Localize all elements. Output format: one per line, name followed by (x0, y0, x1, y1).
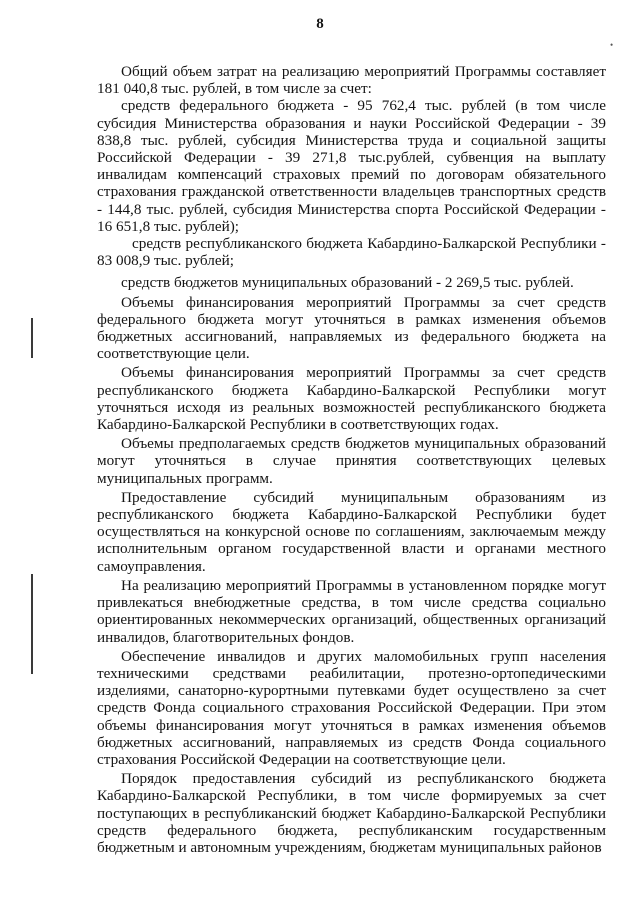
paragraph-republic-adjustment: Объемы финансирования мероприятий Программы за счет средств республиканского бюджета Кабардино-Балкарской Республики могут уточняться исходя из реальных возможностей республиканского бюджета Кабардино-Балкарской Республики в соответствующих годах. (97, 364, 606, 434)
paragraph-extrabudgetary: На реализацию мероприятий Программы в установленном порядке могут привлекаться внебюджетные средства, в том числе средства социально ориентированных некоммерческих организаций, общественных организаций инвалидов, благотворительных фондов. (97, 576, 606, 646)
page-number: 8 (316, 16, 324, 32)
paragraph-municipal-budget: средств бюджетов муниципальных образований - 2 269,5 тыс. рублей. (121, 274, 574, 292)
corner-scan-mark: • (610, 40, 614, 50)
scan-margin-line (31, 574, 33, 674)
paragraph-subsidies: Предоставление субсидий муниципальным образованиям из республиканского бюджета Кабардино-Балкарской Республики будет осуществляться на конкурсной основе по соглашениям, заключаемым между исполнительным органом государственной власти и органами местного самоуправления. (97, 488, 606, 575)
scan-margin-line (31, 318, 33, 358)
paragraph-federal-budget: средств федерального бюджета - 95 762,4 тыс. рублей (в том числе субсидия Министерства образования и науки Российской Федерации - 39 838,8 тыс. рублей, субсидия Министерства труда и социальной защиты Российской Федерации - 39 271,8 тыс.рублей, субвенция на выплату инвалидам компенсаций страховых премий по договорам обязательного страхования гражданской ответственности владельцев транспортных средств - 144,8 тыс. рублей, субсидия Министерства спорта Российской Федерации - 16 651,8 тыс. рублей); (97, 97, 606, 235)
paragraph-municipal-adjustment: Объемы предполагаемых средств бюджетов муниципальных образований могут уточняться в случае принятия соответствующих целевых муниципальных программ. (97, 435, 606, 487)
paragraph-total-cost: Общий объем затрат на реализацию мероприятий Программы составляет 181 040,8 тыс. рублей, в том числе за счет: (97, 63, 606, 98)
paragraph-federal-adjustment: Объемы финансирования мероприятий Программы за счет средств федерального бюджета могут уточняться в рамках изменения объемов бюджетных ассигнований, направляемых из федерального бюджета на соответствующие цели. (97, 293, 606, 363)
document-body (97, 63, 606, 856)
paragraph-republic-budget: средств республиканского бюджета Кабардино-Балкарской Республики - 83 008,9 тыс. рублей; (97, 235, 606, 270)
paragraph-subsidy-procedure: Порядок предоставления субсидий из республиканского бюджета Кабардино-Балкарской Республики, в том числе формируемых за счет поступающих в республиканский бюджет Кабардино-Балкарской Республики средств федерального бюджета, республиканским государственным бюджетным и автономным учреждениям, бюджетам муниципальных районов (97, 770, 606, 856)
paragraph-rehabilitation: Обеспечение инвалидов и других маломобильных групп населения техническими средствами реабилитации, протезно-ортопедическими изделиями, санаторно-курортными путевками будет осуществлено за счет средств Фонда социального страхования Российской Федерации. При этом объемы финансирования могут уточняться в рамках изменения объемов бюджетных ассигнований, направляемых из средств Фонда социального страхования Российской Федерации на соответствующие цели. (97, 647, 606, 768)
